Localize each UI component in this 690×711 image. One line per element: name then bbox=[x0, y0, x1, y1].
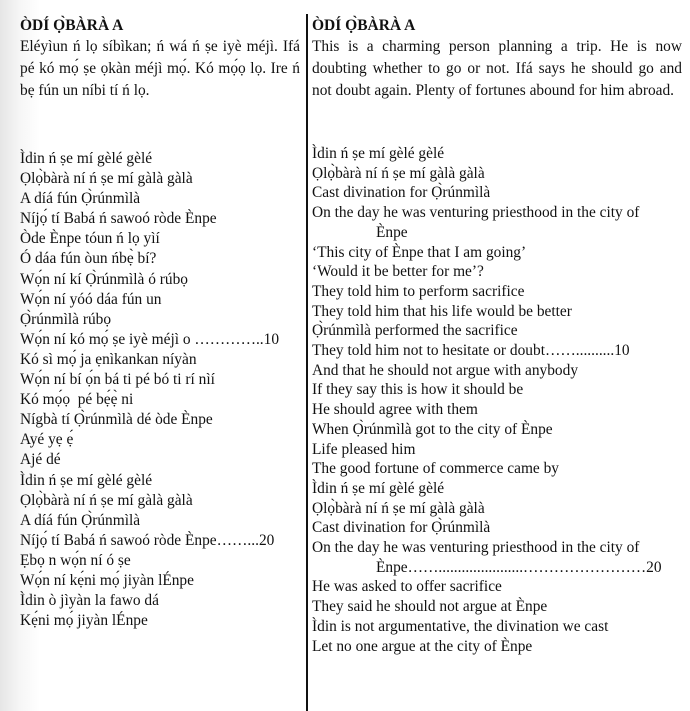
yoruba-intro: Eléyìun ń lọ síbìkan; ń wá ń ṣe iyè méjì. Ifá pé kó mọ́ ṣe ọkàn méjì mọ́. Kó mọ́ọ lọ. Ire ń bẹ fún un níbi tí ń lọ. bbox=[20, 38, 300, 99]
verse-line-continuation: Ènpe bbox=[376, 223, 408, 241]
verse-line: When Ọ̀rúnmìlà got to the city of Ènpe bbox=[312, 420, 553, 438]
verse-line: Wọ́n ní kí Ọ̀rúnmìlà ó rúbọ bbox=[20, 270, 188, 288]
yoruba-verse-list bbox=[20, 149, 300, 631]
verse-line: Ìdin ń ṣe mí gèlé gèlé bbox=[20, 471, 153, 489]
verse-line: Ọ̀rúnmìlà performed the sacrifice bbox=[312, 322, 518, 340]
yoruba-column bbox=[20, 16, 300, 631]
verse-line: Nígbà tí Ọ̀rúnmìlà dé òde Ènpe bbox=[20, 411, 213, 429]
verse-line: Let no one argue at the city of Ènpe bbox=[312, 637, 533, 655]
verse-line: Life pleased him bbox=[312, 440, 416, 458]
verse-line: Ìdin ń ṣe mí gèlé gèlé bbox=[20, 150, 153, 167]
verse-line: Òde Ènpe tóun ń lọ yìí bbox=[20, 230, 160, 248]
verse-line: ‘This city of Ènpe that I am going’ bbox=[312, 243, 527, 261]
verse-line: Ìdin is not argumentative, the divination we cast bbox=[312, 617, 609, 635]
verse-line: A díá fún Ọ̀rúnmìlà bbox=[20, 190, 141, 208]
verse-line: Ìdin ò jìyàn la fawo dá bbox=[20, 592, 159, 610]
verse-line: Wọ́n ní yóó dáa fún un bbox=[20, 290, 162, 308]
verse-line: Cast divination for Ọ̀rúnmìlà bbox=[312, 519, 491, 537]
verse-line: Ọ̀rúnmìlà rúbọ bbox=[20, 310, 112, 328]
verse-line: Kó sì mọ́ ja ẹnìkankan níyàn bbox=[20, 350, 197, 368]
verse-line-20: Ènpe……......................……………………20 bbox=[376, 558, 662, 576]
verse-line: Wọ́n ní bí ọ́n bá ti pé bó ti rí nìí bbox=[20, 371, 215, 389]
verse-line: They told him that his life would be better bbox=[312, 302, 572, 320]
verse-line: ‘Would it be better for me’? bbox=[312, 263, 484, 281]
verse-line-10: Wọ́n ní kó mọ́ ṣe iyè méjì o …………..10 bbox=[20, 330, 280, 348]
verse-line: He was asked to offer sacrifice bbox=[312, 578, 502, 596]
column-divider bbox=[306, 14, 308, 711]
verse-line: Ìdin ń ṣe mí gèlé gèlé bbox=[312, 145, 445, 162]
english-verse-list bbox=[312, 144, 682, 656]
verse-line: A díá fún Ọ̀rúnmìlà bbox=[20, 511, 141, 529]
verse-line: Kẹ́ni mọ́ jiyàn lÉnpe bbox=[20, 612, 148, 630]
verse-line: Ayé yẹ ẹ́ bbox=[20, 431, 74, 449]
verse-line: Ẹbọ n wọ́n ní ó ṣe bbox=[20, 551, 131, 569]
verse-line: Ó dáa fún òun ńbẹ̀ bí? bbox=[20, 250, 157, 268]
verse-line: Níjọ́ tí Babá ń sawoó ròde Ènpe bbox=[20, 210, 217, 228]
english-intro: This is a charming person planning a trip. He is now doubting whether to go or not. Ifá says he should go and not doubt again. Plenty of fortunes abound for him abroad. bbox=[312, 38, 682, 99]
verse-line: Wọ́n ní kẹ́ni mọ́ jiyàn lÉnpe bbox=[20, 571, 194, 589]
verse-line: Ajé dé bbox=[20, 451, 61, 469]
verse-line: Ọlọ̀bàrà ní ń ṣe mí gàlà gàlà bbox=[20, 170, 193, 188]
verse-line: Kó mọ́ọ pé bẹ́ẹ̀ ni bbox=[20, 391, 134, 409]
yoruba-title: ÒDÍ Ọ̀BÀRÀ A bbox=[20, 17, 124, 34]
verse-line: Ọlọ̀bàrà ní ń ṣe mí gàlà gàlà bbox=[20, 491, 193, 509]
english-column bbox=[312, 16, 682, 656]
verse-line: Ọlọ̀bàrà ní ń ṣe mí gàlà gàlà bbox=[312, 164, 485, 182]
verse-line-10: They told him not to hesitate or doubt……..........10 bbox=[312, 342, 630, 360]
verse-line-20: Níjọ́ tí Babá ń sawoó ròde Ènpe……...20 bbox=[20, 531, 275, 549]
verse-line: He should agree with them bbox=[312, 401, 478, 419]
verse-line: Cast divination for Ọ̀rúnmìlà bbox=[312, 184, 491, 202]
verse-line: And that he should not argue with anybody bbox=[312, 361, 579, 379]
verse-line: If they say this is how it should be bbox=[312, 381, 524, 399]
verse-line: Ọlọ̀bàrà ní ń ṣe mí gàlà gàlà bbox=[312, 499, 485, 517]
verse-line: On the day he was venturing priesthood in the city of bbox=[312, 204, 640, 222]
verse-line: They told him to perform sacrifice bbox=[312, 282, 525, 300]
verse-line: They said he should not argue at Ènpe bbox=[312, 598, 548, 616]
english-title: ÒDÍ Ọ̀BÀRÀ A bbox=[312, 17, 416, 34]
verse-line: Ìdin ń ṣe mí gèlé gèlé bbox=[312, 479, 445, 497]
verse-line: The good fortune of commerce came by bbox=[312, 460, 560, 478]
verse-line: On the day he was venturing priesthood in the city of bbox=[312, 539, 640, 557]
